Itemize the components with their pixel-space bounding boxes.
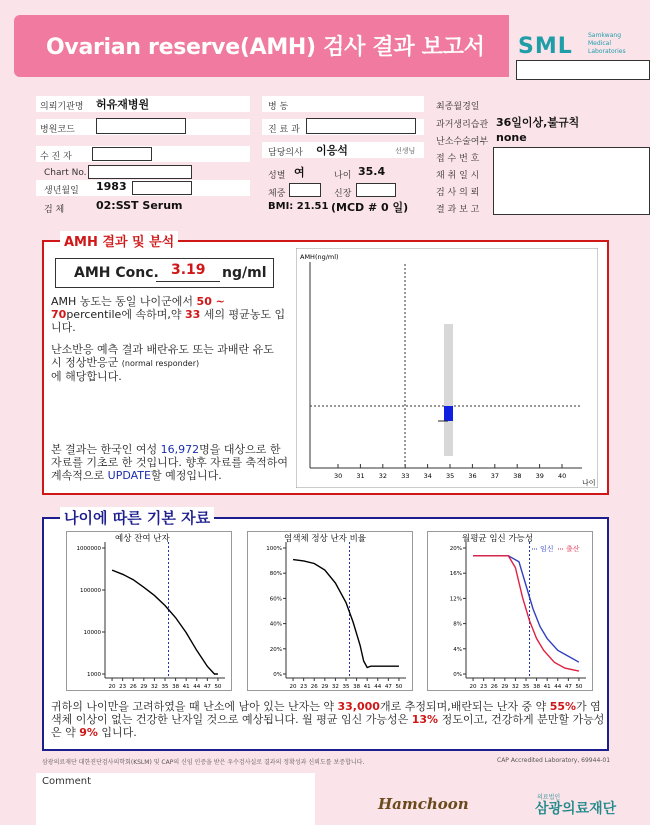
amh-x-tick-label: 30 [334, 472, 343, 480]
amh-response-text: 난소반응 예측 결과 배란유도 또는 과배란 유도시 정상반응군 (normal responder) 에 해당합니다. [51, 343, 274, 383]
surgery-label: 난소수술여부 [436, 137, 489, 147]
x-tick-label: 47 [564, 684, 572, 690]
x-tick-label: 50 [214, 684, 222, 690]
y-tick-label: 20% [449, 546, 462, 552]
x-tick-label: 20 [289, 684, 297, 690]
amh-x-tick-label: 31 [356, 472, 365, 480]
amh-panel-title: AMH 결과 및 분석 [60, 231, 178, 250]
age-label: 나이 [334, 171, 352, 181]
mcd-value: (MCD # 0 일) [331, 201, 409, 214]
amh-conc-underline [156, 281, 220, 282]
hamchoon-logo: Hamchoon [378, 795, 469, 813]
doctor-suffix: 선생님 [395, 147, 416, 155]
amh-percentile-text: AMH 농도는 동일 나이군에서 50 ~ 70percentile에 속하며,약 33 세의 평균농도 입니다. [51, 295, 286, 334]
amh-x-tick-label: 34 [423, 472, 432, 480]
chart-title: 월평균 임신 가능성 [462, 534, 534, 544]
egg-reserve-chart [66, 531, 232, 691]
chart-no-box [88, 165, 192, 179]
x-tick-label: 35 [161, 684, 169, 690]
surgery-value: none [496, 131, 527, 144]
y-tick-label: 8% [453, 621, 462, 628]
sex-value: 여 [294, 166, 305, 179]
y-tick-label: 20% [269, 646, 282, 653]
height-label: 신장 [334, 189, 352, 199]
birth-value: 1983 [96, 180, 127, 193]
y-tick-label: 80% [269, 571, 282, 578]
x-tick-label: 50 [395, 684, 403, 690]
x-tick-label: 23 [480, 684, 488, 690]
amh-normal-range-bar [444, 324, 453, 456]
samkwang-logo-sub: 의료법인 [537, 794, 561, 801]
amh-ylabel: AMH(ng/ml) [300, 253, 339, 261]
samkwang-logo: 삼광의료재단 [535, 801, 617, 817]
doctor-label: 담당의사 [268, 148, 303, 158]
footer-cap: CAP Accredited Laboratory, 69944-01 [497, 757, 611, 764]
chart-title: 염색체 정상 난자 비율 [284, 534, 367, 544]
chart-title: 예상 잔여 난자 [115, 534, 170, 544]
amh-x-tick-label: 33 [401, 472, 410, 480]
x-tick-label: 47 [203, 684, 211, 690]
y-tick-label: 1000000 [76, 546, 101, 552]
amh-x-tick-label: 37 [490, 472, 500, 480]
amh-x-tick-label: 38 [513, 472, 522, 480]
specimen-value: 02:SST Serum [96, 199, 183, 212]
sml-logo [518, 32, 638, 62]
pregnancy-chance-chart [427, 531, 593, 691]
x-tick-label: 32 [150, 684, 158, 690]
x-tick-label: 26 [129, 684, 137, 690]
birth-box [132, 181, 192, 195]
y-tick-label: 40% [269, 621, 282, 628]
logo-text: SML [518, 34, 573, 59]
chart-bg [248, 532, 413, 691]
x-tick-label: 29 [321, 684, 329, 690]
institution-value: 허유재병원 [96, 98, 150, 111]
y-tick-label: 4% [453, 646, 462, 653]
height-box [356, 183, 396, 197]
footer-certification: 삼광의료재단 대한진단검사의학회(KSLM) 및 CAP의 신임 인증을 받은 우수검사실로 결과의 정확성과 신뢰도를 보증합니다. [42, 759, 365, 766]
age-value: 35.4 [358, 165, 386, 178]
x-tick-label: 50 [575, 684, 583, 690]
patient-name-box [92, 147, 152, 161]
y-tick-label: 1000 [87, 672, 101, 678]
hospital-code-label: 병원코드 [40, 125, 75, 135]
request-date-label: 검 사 의 뢰 [436, 188, 480, 198]
y-tick-label: 0% [273, 672, 282, 678]
x-tick-label: 32 [511, 684, 519, 690]
amh-conc-value: 3.19 [171, 262, 206, 278]
amh-x-tick-label: 36 [468, 472, 477, 480]
amh-conc-unit: ng/ml [222, 265, 267, 281]
ward-label: 병 동 [268, 102, 289, 112]
chart-bg [428, 532, 593, 691]
chart-no-label: Chart No. [44, 168, 87, 178]
amh-x-tick-label: 35 [446, 472, 455, 480]
amh-x-unit: 나이 [582, 479, 596, 487]
legend-label: 출산 [566, 545, 580, 553]
y-tick-label: 12% [449, 596, 462, 603]
x-tick-label: 23 [119, 684, 127, 690]
age-panel-title: 나이에 따른 기본 자료 [60, 507, 214, 528]
x-tick-label: 20 [108, 684, 116, 690]
lmp-label: 최종월경일 [436, 102, 480, 112]
report-title: Ovarian reserve(AMH) 검사 결과 보고서 [46, 35, 485, 60]
weight-label: 체중 [268, 189, 286, 199]
institution-label: 의뢰기관명 [40, 102, 84, 112]
x-tick-label: 38 [533, 684, 541, 690]
y-tick-label: 60% [269, 596, 282, 603]
menstrual-label: 과거생리습관 [436, 120, 489, 130]
amh-x-tick-label: 40 [558, 472, 567, 480]
amh-chart [296, 248, 598, 488]
hospital-code-box [96, 118, 186, 134]
x-tick-label: 38 [172, 684, 180, 690]
y-tick-label: 100000 [80, 588, 101, 594]
dates-box [493, 147, 650, 215]
amh-x-tick-label: 32 [378, 472, 388, 480]
y-tick-label: 0% [453, 672, 462, 678]
bmi-value: BMI: 21.51 [268, 201, 329, 212]
y-tick-label: 10000 [83, 630, 101, 636]
x-tick-label: 41 [543, 684, 551, 690]
x-tick-label: 41 [363, 684, 371, 690]
x-tick-label: 26 [310, 684, 318, 690]
sex-label: 성별 [268, 171, 286, 181]
x-tick-label: 44 [193, 684, 201, 690]
logo-subtext: Samkwang Medical Laboratories [588, 32, 626, 55]
dept-label: 진 료 과 [268, 125, 300, 135]
age-summary-text: 귀하의 나이만을 고려하였을 때 난소에 남아 있는 난자는 약 33,000개로 추정되며,배란되는 난자 중 약 55%가 염색체 이상이 없는 건강한 난자일 것으로 예상됩니다. 월 평균 임신 가능성은 13% 정도이고, 건강하게 분만할 가능성은 약 9% 입니다. [51, 700, 605, 739]
x-tick-label: 26 [490, 684, 498, 690]
comment-label: Comment [42, 776, 91, 787]
x-tick-label: 44 [554, 684, 562, 690]
x-tick-label: 38 [353, 684, 361, 690]
y-tick-label: 100% [266, 546, 282, 552]
report-id-box [516, 60, 650, 80]
amh-conc-label: AMH Conc. [74, 265, 159, 281]
birth-label: 생년월일 [44, 186, 79, 196]
report-date-label: 결 과 보 고 [436, 205, 480, 215]
specimen-label: 검 체 [44, 205, 65, 215]
x-tick-label: 20 [469, 684, 477, 690]
x-tick-label: 41 [182, 684, 190, 690]
amh-x-tick-label: 39 [535, 472, 544, 480]
x-tick-label: 29 [140, 684, 148, 690]
legend-label: 임신 [540, 545, 554, 553]
x-tick-label: 44 [374, 684, 382, 690]
receipt-no-label: 접 수 번 호 [436, 154, 480, 164]
doctor-value: 이응석 [316, 144, 348, 157]
x-tick-label: 23 [300, 684, 308, 690]
menstrual-value: 36일이상,불규칙 [496, 116, 580, 129]
x-tick-label: 35 [522, 684, 530, 690]
amh-source-text: 본 결과는 한국인 여성 16,972명을 대상으로 한 자료를 기초로 한 것입니다. 향후 자료를 축적하여 계속적으로 UPDATE할 예정입니다. [51, 443, 288, 482]
x-tick-label: 32 [331, 684, 339, 690]
patient-label: 수 진 자 [40, 152, 72, 162]
y-tick-label: 16% [449, 571, 462, 578]
x-tick-label: 35 [342, 684, 350, 690]
x-tick-label: 29 [501, 684, 509, 690]
chromosome-normal-chart [247, 531, 413, 691]
amh-patient-bar [444, 406, 453, 421]
collect-date-label: 채 취 일 시 [436, 171, 480, 181]
x-tick-label: 47 [384, 684, 392, 690]
dept-box [306, 118, 416, 134]
weight-box [289, 183, 321, 197]
